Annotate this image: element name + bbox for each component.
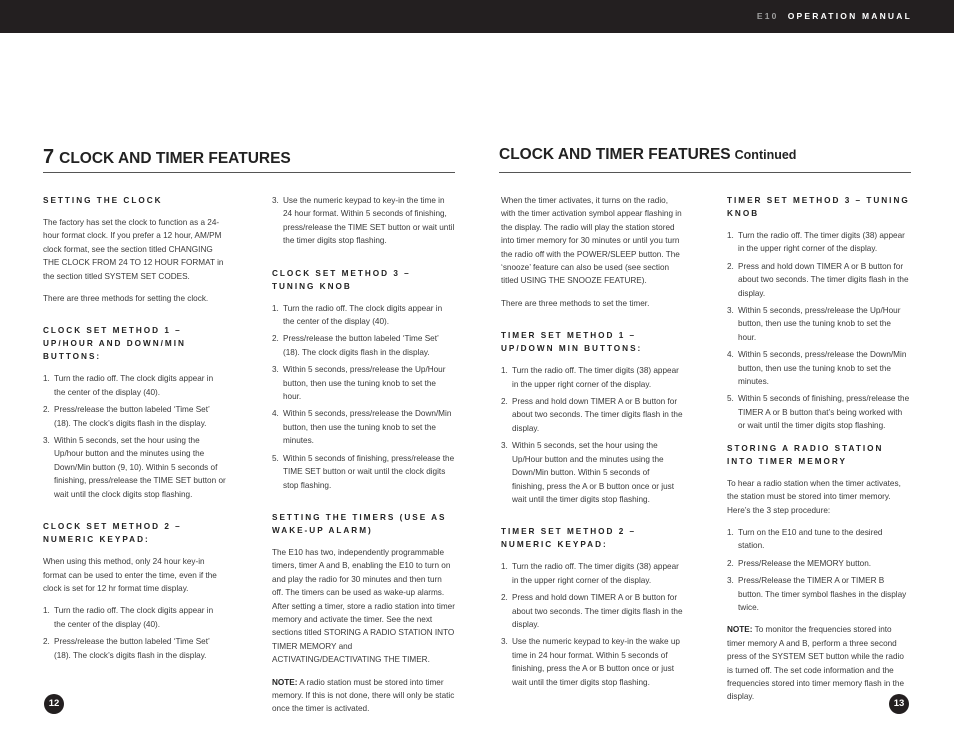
paragraph: To hear a radio station when the timer activates, the station must be stored into timer memory. Here’s the 3 step procedure: <box>727 478 901 515</box>
note-paragraph <box>272 676 455 716</box>
list-item: 4. Within 5 seconds, press/release the Down/Min button, then use the tuning knob to set the minutes. <box>272 409 452 446</box>
list-item: 3. Within 5 seconds, press/release the Up/Hour button, then use the tuning knob to set the hour. <box>272 365 446 402</box>
paragraph: When the timer activates, it turns on the radio, with the timer activation symbol appear flashing in the display. The radio will play the station stored into timer memory for 30 minutes or until you turn the radio off with the POWER/SLEEP button. The ‘snooze’ feature can also be used (see section titled USING THE SNOOZE FEATURE). <box>501 196 682 286</box>
paragraph: The E10 has two, independently programmable timers, timer A and B, enabling the E10 to turn on and play the radio for 30 minutes and then turn off. The timers can be used as wake-up alarms. After setting a timer, store a radio station into timer memory and activate the timer. See the next sections titled STORING A RADIO STATION INTO TIMER MEMORY and ACTIVATING/DEACTIVATING THE TIMER. <box>272 547 455 665</box>
timer-method-1-list <box>501 364 684 506</box>
column-4 <box>727 194 910 713</box>
paragraph: There are three methods to set the timer. <box>501 298 650 308</box>
list-item: 5. Within 5 seconds of finishing, press/release the TIME SET button or wait until the clock digits stop flashing. <box>272 453 455 490</box>
list-item: 3. Within 5 seconds, set the hour using the Up/hour button and the minutes using the Down/Min button (9, 10). Within 5 seconds of finishing, press/release the TIME SET button or wait until the clock digits stop flashing. <box>43 436 226 499</box>
heading-clock-method-1: CLOCK SET METHOD 1 – UP/HOUR AND DOWN/MIN BUTTONS: <box>43 326 186 362</box>
paragraph: When using this method, only 24 hour key-in format can be used to enter the time, even if the clock is set for 12 hr format time display. <box>43 557 217 593</box>
list-item: 1. Turn the radio off. The timer digits (38) appear in the upper right corner of the display. <box>501 562 679 585</box>
column-1 <box>43 194 226 671</box>
note-label: NOTE: <box>727 625 753 635</box>
list-item: 3. Use the numeric keypad to key-in the wake up time in 24 hour format. Within 5 seconds of finishing, press the A or B button once or just wait until the timer digits stop flashing. <box>501 637 680 687</box>
heading-clock-method-3: CLOCK SET METHOD 3 – TUNING KNOB <box>272 268 411 291</box>
list-item: 4. Within 5 seconds, press/release the Down/Min button, then use the tuning knob to set the minutes. <box>727 350 907 387</box>
section-title-text: CLOCK AND TIMER FEATURES <box>59 150 291 167</box>
timer-method-3-list <box>727 229 910 433</box>
right-title-rule <box>499 172 911 173</box>
list-item: 2. Press and hold down TIMER A or B button for about two seconds. The timer digits flash in the display. <box>501 397 683 433</box>
heading-storing-station: STORING A RADIO STATION INTO TIMER MEMORY <box>727 443 884 466</box>
method-2-list-cont <box>272 194 455 248</box>
list-item: 5. Within 5 seconds of finishing, press/release the TIMER A or B button that’s being worked with or wait until the timer digits stop flashing. <box>727 394 910 431</box>
list-item: 1. Turn the radio off. The clock digits appear in the center of the display (40). <box>43 374 214 397</box>
heading-setting-clock: SETTING THE CLOCK <box>43 196 163 205</box>
list-item: 3. Within 5 seconds, press/release the Up/Hour button, then use the tuning knob to set the hour. <box>727 306 901 342</box>
method-3-list <box>272 302 455 492</box>
timer-method-2-list <box>501 560 684 689</box>
note-text: A radio station must be stored into timer memory. If this is not done, there will only be static once the timer is activated. <box>272 677 455 714</box>
header-bar <box>0 0 954 33</box>
heading-timer-method-1: TIMER SET METHOD 1 – UP/DOWN MIN BUTTONS: <box>501 331 643 354</box>
right-section-title <box>499 146 796 164</box>
section-number: 7 <box>43 146 55 168</box>
list-item: 2. Press/release the button labeled ‘Time Set’ (18). The clock’s digits flash in the display. <box>43 405 210 428</box>
list-item: 3. Press/Release the TIMER A or TIMER B button. The timer symbol flashes in the display twice. <box>727 576 907 612</box>
list-item: 1. Turn the radio off. The timer digits (38) appear in the upper right corner of the display. <box>727 231 905 254</box>
page-number-left: 12 <box>44 694 64 714</box>
list-item: 1. Turn the radio off. The clock digits appear in the center of the display (40). <box>43 606 214 629</box>
list-item: 2. Press/release the button labeled ‘Time Set’ (18). The clock’s digits flash in the display. <box>43 637 210 660</box>
method-2-list <box>43 604 226 662</box>
left-title-rule <box>43 172 455 173</box>
list-item: 3. Within 5 seconds, set the hour using the Up/Hour button and the minutes using the Down/Min button. Within 5 seconds of finishing, press the A or B button once or just wait until the timer digits stop flashing. <box>501 441 675 504</box>
manual-title <box>757 11 912 21</box>
list-item: 1. Turn on the E10 and tune to the desired station. <box>727 527 883 551</box>
left-section-title <box>43 146 291 169</box>
manual-heading: OPERATION MANUAL <box>787 11 912 21</box>
note-text: To monitor the frequencies stored into timer memory A and B, perform a three second press of the SYSTEM SET button while the radio is turned off. The set code information and the frequencies stored into timer memory flash in the display. <box>727 625 905 702</box>
continued-label: Continued <box>734 148 797 162</box>
column-2 <box>272 194 455 725</box>
list-item: 2. Press/release the button labeled ‘Time Set’ (18). The clock digits flash in the display. <box>272 334 439 357</box>
method-1-list <box>43 372 226 501</box>
list-item: 2. Press and hold down TIMER A or B button for about two seconds. The timer digits flash in the display. <box>501 593 683 629</box>
heading-setting-timers: SETTING THE TIMERS (USE AS WAKE-UP ALARM) <box>272 512 447 535</box>
page-number-right: 13 <box>889 694 909 714</box>
list-item: 1. Turn the radio off. The timer digits (38) appear in the upper right corner of the display. <box>501 366 679 389</box>
list-item: 2. Press and hold down TIMER A or B button for about two seconds. The timer digits flash in the display. <box>727 261 909 298</box>
list-item: 1. Turn the radio off. The clock digits appear in the center of the display (40). <box>272 303 443 327</box>
storing-list <box>727 526 910 614</box>
paragraph: The factory has set the clock to function as a 24-hour format clock. If you prefer a 12 hour, AM/PM clock format, see the section titled CHANGING THE CLOCK FROM 24 TO 12 HOUR FORMAT in the section titled SYSTEM SET CODES. <box>43 218 224 281</box>
note-paragraph <box>727 623 910 703</box>
section-title-text: CLOCK AND TIMER FEATURES <box>499 146 731 163</box>
list-item: 3. Use the numeric keypad to key-in the time in 24 hour format. Within 5 seconds of finishing, press/release the TIME SET button or wait until the timer digits stop flashing. <box>272 196 455 246</box>
note-label: NOTE: <box>272 677 298 687</box>
column-3 <box>501 194 684 698</box>
heading-clock-method-2: CLOCK SET METHOD 2 – NUMERIC KEYPAD: <box>43 522 182 545</box>
heading-timer-method-2: TIMER SET METHOD 2 – NUMERIC KEYPAD: <box>501 527 637 550</box>
list-item: 2. Press/Release the MEMORY button. <box>727 558 872 568</box>
heading-timer-method-3: TIMER SET METHOD 3 – TUNING KNOB <box>727 196 910 218</box>
paragraph: There are three methods for setting the clock. <box>43 294 209 304</box>
model-name: E10 <box>756 11 779 21</box>
